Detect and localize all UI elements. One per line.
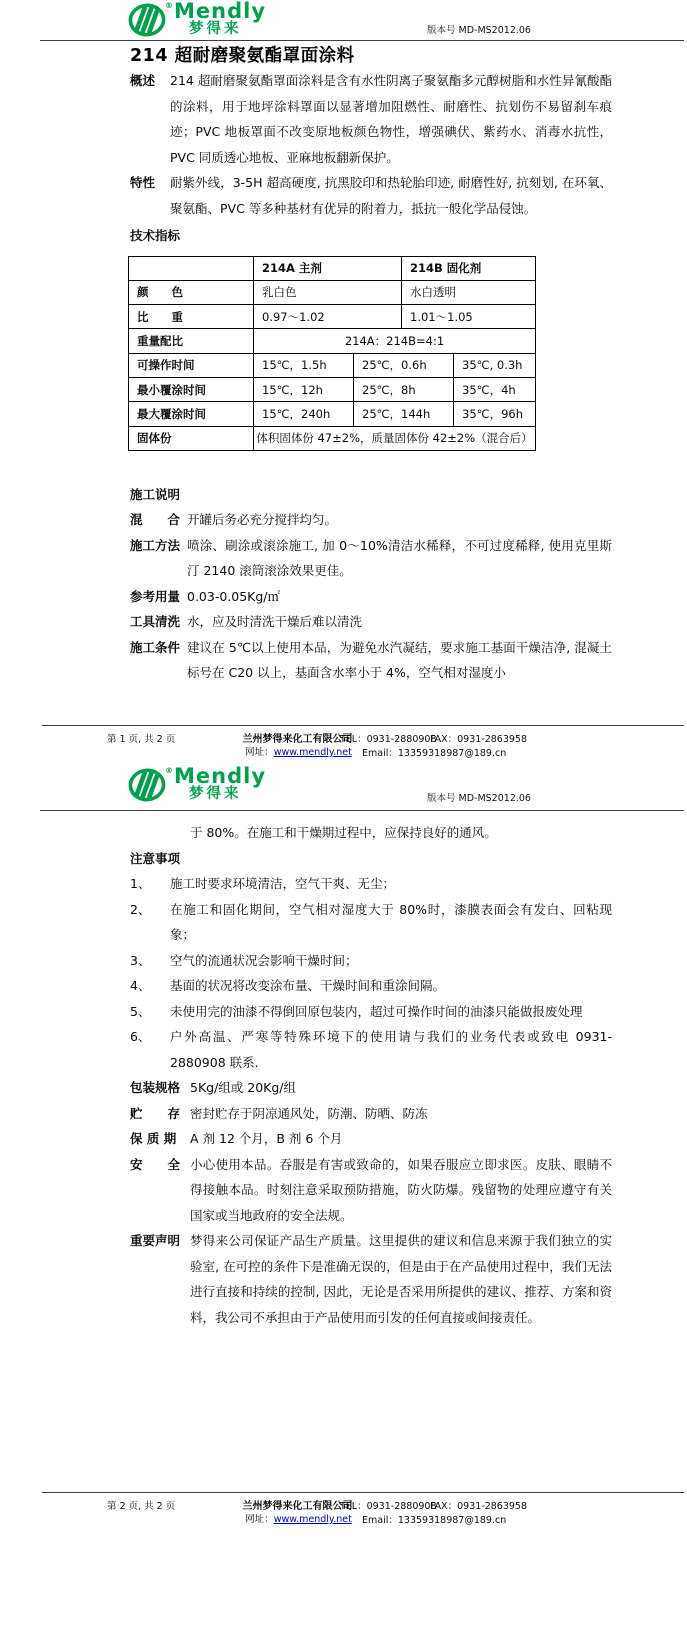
table-row-min-recoat: 最小覆涂时间 15℃，12h 25℃，8h 35℃，4h — [129, 377, 536, 401]
version-label: 版本号 MD-MS2012.06 — [427, 793, 531, 804]
brand-name-cn: 梦得来 — [189, 786, 242, 802]
page-number: 第 1 页, 共 2 页 — [107, 734, 176, 745]
table-row-pot-life: 可操作时间 15℃，1.5h 25℃，0.6h 35℃, 0.3h — [129, 353, 536, 377]
table-row-ratio: 重量配比 214A：214B=4:1 — [129, 329, 536, 353]
safety: 安 全 小心使用本品。吞服是有害或致命的，如果吞服应立即求医。皮肤、眼睛不得接触本品。时刻注意采取预防措施，防火防爆。残留物的处理应遵守有关国家或当地政府的安全法规。 — [130, 1156, 612, 1223]
mendly-emblem-icon — [127, 766, 169, 804]
footer-divider — [42, 1492, 684, 1493]
note-item: 1、 施工时要求环境清洁，空气干爽、无尘； — [130, 876, 396, 891]
website-line — [236, 744, 361, 758]
note-item: 3、 空气的流通状况会影响干燥时间； — [130, 952, 358, 968]
fax-number: FAX：0931-2863958 — [430, 734, 528, 745]
table-row-color: 颜 色 乳白色 水白透明 — [129, 280, 536, 304]
storage: 贮 存 密封贮存于阴凉通风处，防潮、防晒、防冻 — [130, 1105, 428, 1121]
page2-content — [0, 820, 687, 1330]
page1-header — [0, 0, 687, 44]
page-title: 214 超耐磨聚氨酯罩面涂料 — [130, 46, 355, 66]
website-label: 网址： — [245, 747, 274, 758]
table-row-max-recoat: 最大覆涂时间 15℃，240h 25℃，144h 35℃，96h — [129, 402, 536, 426]
note-item: 6、 户外高温、严寒等特殊环境下的使用请与我们的业务代表或致电 0931-2880908 联系. — [130, 1029, 612, 1070]
important-statement: 重要声明 梦得来公司保证产品生产质量。这里提供的建议和信息来源于我们独立的实验室, 在可控的条件下是准确无误的，但是由于在产品使用过程中，我们无法进行直接和持续的控制, 因此，无论是否采用所提供的建议、推荐、方案和资料，我公司不承担由于产品使用而引发的任何直接或间接责任。 — [130, 1233, 612, 1325]
registered-mark-icon: ® — [165, 766, 173, 775]
construction-title: 施工说明 — [130, 486, 181, 502]
fax-number: FAX：0931-2863958 — [430, 1501, 528, 1512]
website-link[interactable]: www.mendly.net — [273, 747, 352, 758]
tech-spec-table — [128, 256, 536, 451]
overview-label: 概述 — [130, 73, 156, 88]
construction-item: 混 合 开罐后务必充分搅拌均匀。 — [130, 512, 338, 528]
continuation-text: 于 80%。在施工和干燥期过程中，应保持良好的通风。 — [190, 825, 497, 840]
page1-content — [0, 68, 687, 686]
construction-item: 工具清洗 水，应及时清洗干燥后难以清洗 — [130, 614, 363, 630]
feature-text: 耐紫外线，3-5H 超高硬度, 抗黑胶印和热轮胎印迹, 耐磨性好, 抗刻划, 在环氧、聚氨酯、PVC 等多种基材有优异的附着力，抵抗一般化学品侵蚀。 — [170, 175, 612, 216]
table-row-solids: 固体份 体积固体份 47±2%，质量固体份 42±2%（混合后） — [129, 426, 536, 450]
packing-spec: 包装规格 5Kg/组或 20Kg/组 — [130, 1080, 297, 1095]
mendly-emblem-icon — [127, 1, 169, 39]
overview-text: 214 超耐磨聚氨酯罩面涂料是含有水性阴离子聚氨酯多元醇树脂和水性异氰酸酯的涂料，用于地坪涂料罩面以显著增加阻燃性、耐磨性、抗划伤不易留刹车痕迹；PVC 地板罩面不改变原地板颜色物性，增强碘伏、紫药水、消毒水抗性，PVC 同质透心地板、亚麻地板翻新保护。 — [170, 73, 612, 165]
brand-text — [174, 1, 266, 38]
mendly-logo — [127, 1, 266, 39]
feature-section — [130, 170, 612, 221]
note-item: 4、 基面的状况将改变涂布量、干燥时间和重涂间隔。 — [130, 978, 446, 993]
table-row-gravity: 比 重 0.97～1.02 1.01～1.05 — [129, 305, 536, 329]
page-number: 第 2 页, 共 2 页 — [107, 1501, 176, 1512]
construction-item: 参考用量 0.03-0.05Kg/㎡ — [130, 588, 281, 604]
email-address: Email：13359318987@189.cn — [362, 1515, 507, 1526]
table-col-214a: 214A 主剂 — [254, 256, 402, 280]
brand-text — [174, 766, 266, 803]
footer-divider — [42, 725, 684, 726]
header-divider — [40, 40, 684, 41]
registered-mark-icon: ® — [165, 1, 173, 10]
notes-title: 注意事项 — [130, 850, 181, 866]
construction-item: 施工方法 喷涂、刷涂或滚涂施工, 加 0～10%清洁水稀释，不可过度稀释, 使用克里斯汀 2140 滚筒滚涂效果更佳。 — [130, 537, 612, 579]
tel-number: TEL：0931-2880908 — [340, 734, 437, 745]
website-line — [236, 1511, 361, 1525]
brand-name: Mendly — [174, 0, 267, 23]
website-link[interactable]: www.mendly.net — [273, 1514, 352, 1525]
website-label: 网址： — [245, 1514, 274, 1525]
construction-section — [0, 482, 687, 686]
page2-footer — [0, 1492, 687, 1536]
email-address: Email：13359318987@189.cn — [362, 748, 507, 759]
construction-item: 施工条件 建议在 5℃以上使用本品，为避免水汽凝结，要求施工基面干燥洁净, 混凝土标号在 C20 以上，基面含水率小于 4%，空气相对湿度小 — [130, 639, 612, 681]
table-col-214b: 214B 固化剂 — [402, 256, 536, 280]
brand-name: Mendly — [174, 764, 267, 788]
overview-section — [130, 68, 612, 170]
brand-name-cn: 梦得来 — [189, 21, 242, 37]
header-divider — [40, 810, 684, 811]
note-item: 5、 未使用完的油漆不得倒回原包装内，超过可操作时间的油漆只能做报废处理 — [130, 1003, 583, 1019]
version-label: 版本号 MD-MS2012.06 — [427, 25, 531, 36]
tel-number: TEL：0931-2880908 — [340, 1501, 437, 1512]
shelf-life: 保 质 期 A 剂 12 个月，B 剂 6 个月 — [130, 1131, 343, 1146]
table-row-header — [129, 256, 536, 280]
page2-header — [0, 760, 687, 804]
mendly-logo — [127, 766, 266, 804]
feature-label: 特性 — [130, 175, 156, 190]
company-name: 兰州梦得来化工有限公司 — [242, 1501, 353, 1512]
note-item: 2、 在施工和固化期间，空气相对湿度大于 80%时，漆膜表面会有发白、回粘现象； — [130, 901, 612, 942]
company-name: 兰州梦得来化工有限公司 — [242, 734, 353, 745]
tech-spec-title: 技术指标 — [130, 228, 181, 243]
